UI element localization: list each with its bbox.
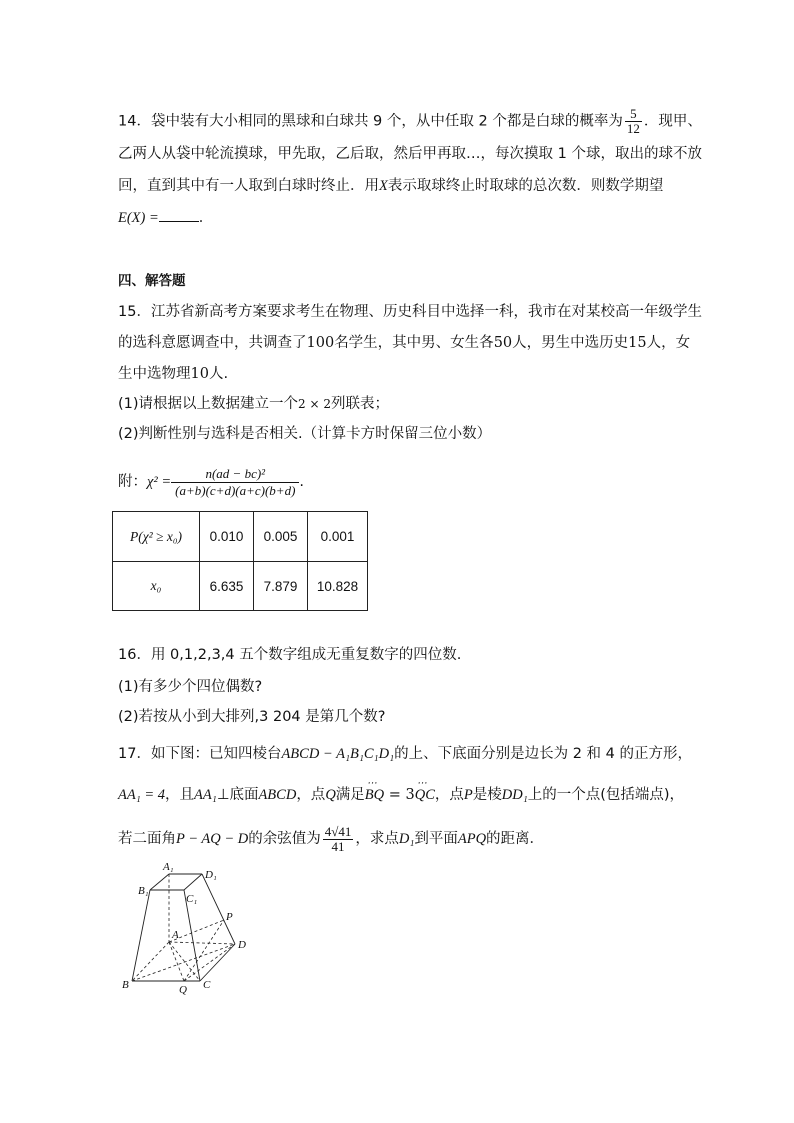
- q16-sub1: (1)有多少个四位偶数?: [118, 679, 263, 695]
- segment-a-c: [169, 942, 200, 981]
- q15-line3: 生中选物理10人.: [118, 366, 229, 382]
- q14-line2: 乙两人从袋中轮流摸球，甲先取，乙后取，然后甲再取…，每次摸取 1 个球，取出的球不放: [118, 146, 702, 162]
- table-cell: 0.010: [200, 512, 254, 562]
- table-header-p: P(χ² ≥ x₀): [113, 512, 200, 562]
- table-row: [113, 562, 368, 611]
- label-a1: A₁: [163, 861, 174, 873]
- vector-bq: ⋯ BQ: [365, 785, 384, 805]
- q14-probability-fraction: $\frac{5}{12}$: [626, 106, 640, 136]
- q15-line1: 15．江苏省新高考方案要求考生在物理、历史科目中选择一科，我市在对某校高一年级学生: [118, 304, 702, 320]
- edge-a-d: [169, 942, 235, 944]
- segment-a-q: [169, 942, 184, 981]
- q17-line1: 17．如下图：已知四棱台ABCD − A₁B₁C₁D₁的上、下底面分别是边长为 2 和 4 的正方形，: [118, 746, 692, 762]
- section-heading: 四、解答题: [118, 273, 186, 289]
- critical-value-table: [112, 511, 368, 611]
- label-b: B: [122, 979, 129, 991]
- expectation-expr: E(X) =: [118, 210, 159, 226]
- q14-line4: E(X) = ．: [118, 207, 213, 228]
- q17-line3: 若二面角P − AQ − D的余弦值为 $\frac{4√41}{41}$ ，求点D₁到平面APQ的距离．: [118, 823, 545, 854]
- table-cell: 10.828: [308, 562, 368, 611]
- edge-a1-b1: [150, 874, 169, 890]
- q14-text: 14．袋中装有大小相同的黑球和白球共 9 个，从中任取 2 个都是白球的概率为: [118, 113, 623, 130]
- label-d1: D₁: [205, 869, 217, 881]
- q14-line3: 回，直到其中有一人取到白球时终止．用X表示取球终止时取球的总次数．则数学期望: [118, 178, 664, 194]
- edge-c1-d1: [184, 874, 202, 890]
- vector-qc: ⋯ QC: [415, 785, 435, 805]
- q15-sub1: (1)请根据以上数据建立一个2 × 2列联表；: [118, 396, 389, 412]
- edge-c-d: [200, 944, 235, 981]
- segment-q-p: [184, 920, 224, 981]
- label-c1: C₁: [186, 893, 198, 905]
- q14-line1: 14．袋中装有大小相同的黑球和白球共 9 个，从中任取 2 个都是白球的概率为 $\frac{5}{12}$ ．现甲、: [118, 106, 702, 136]
- label-a: A: [172, 929, 179, 941]
- answer-blank: [159, 207, 199, 222]
- edge-b1-b: [132, 890, 150, 981]
- table-header-x0: x₀: [113, 562, 200, 611]
- segment-q-d: [184, 944, 235, 981]
- label-p: P: [226, 911, 233, 923]
- q17-line2: AA₁ = 4，且AA₁⊥底面ABCD，点Q满足⋯ BQ = 3⋯ QC，点P是棱DD₁上的一个点(包括端点)，: [118, 785, 684, 805]
- frustum-figure: [112, 858, 262, 998]
- table-cell: 6.635: [200, 562, 254, 611]
- table-cell: 0.005: [254, 512, 308, 562]
- chi-square-fraction: $\frac{\text{n(ad − bc)²}}{(a+b)(c+d)(a+c)(b+d)}$: [171, 466, 299, 499]
- cosine-fraction: $\frac{4√41}{41}$: [324, 823, 352, 854]
- q16-line1: 16．用 0,1,2,3,4 五个数字组成无重复数字的四位数.: [118, 647, 462, 663]
- label-q: Q: [179, 984, 187, 996]
- label-d: D: [238, 939, 246, 951]
- q16-sub2: (2)若按从小到大排列,3 204 是第几个数?: [118, 709, 386, 725]
- segment-b-d: [132, 944, 235, 981]
- q15-formula: 附：χ² = $\frac{\text{n(ad − bc)²}}{(a+b)(c+d)(a+c)(b+d)}$ .: [118, 465, 305, 498]
- label-b1: B₁: [138, 885, 149, 897]
- q15-sub2: (2)判断性别与选科是否相关.（计算卡方时保留三位小数）: [118, 426, 492, 442]
- edge-a-b: [132, 942, 169, 981]
- q15-line2: 的选科意愿调查中，共调查了100名学生，其中男、女生各50人，男生中选历史15人，女: [118, 335, 691, 351]
- edge-d1-d: [202, 874, 235, 944]
- table-row: [113, 512, 368, 562]
- table-cell: 0.001: [308, 512, 368, 562]
- table-cell: 7.879: [254, 562, 308, 611]
- label-c: C: [203, 979, 211, 991]
